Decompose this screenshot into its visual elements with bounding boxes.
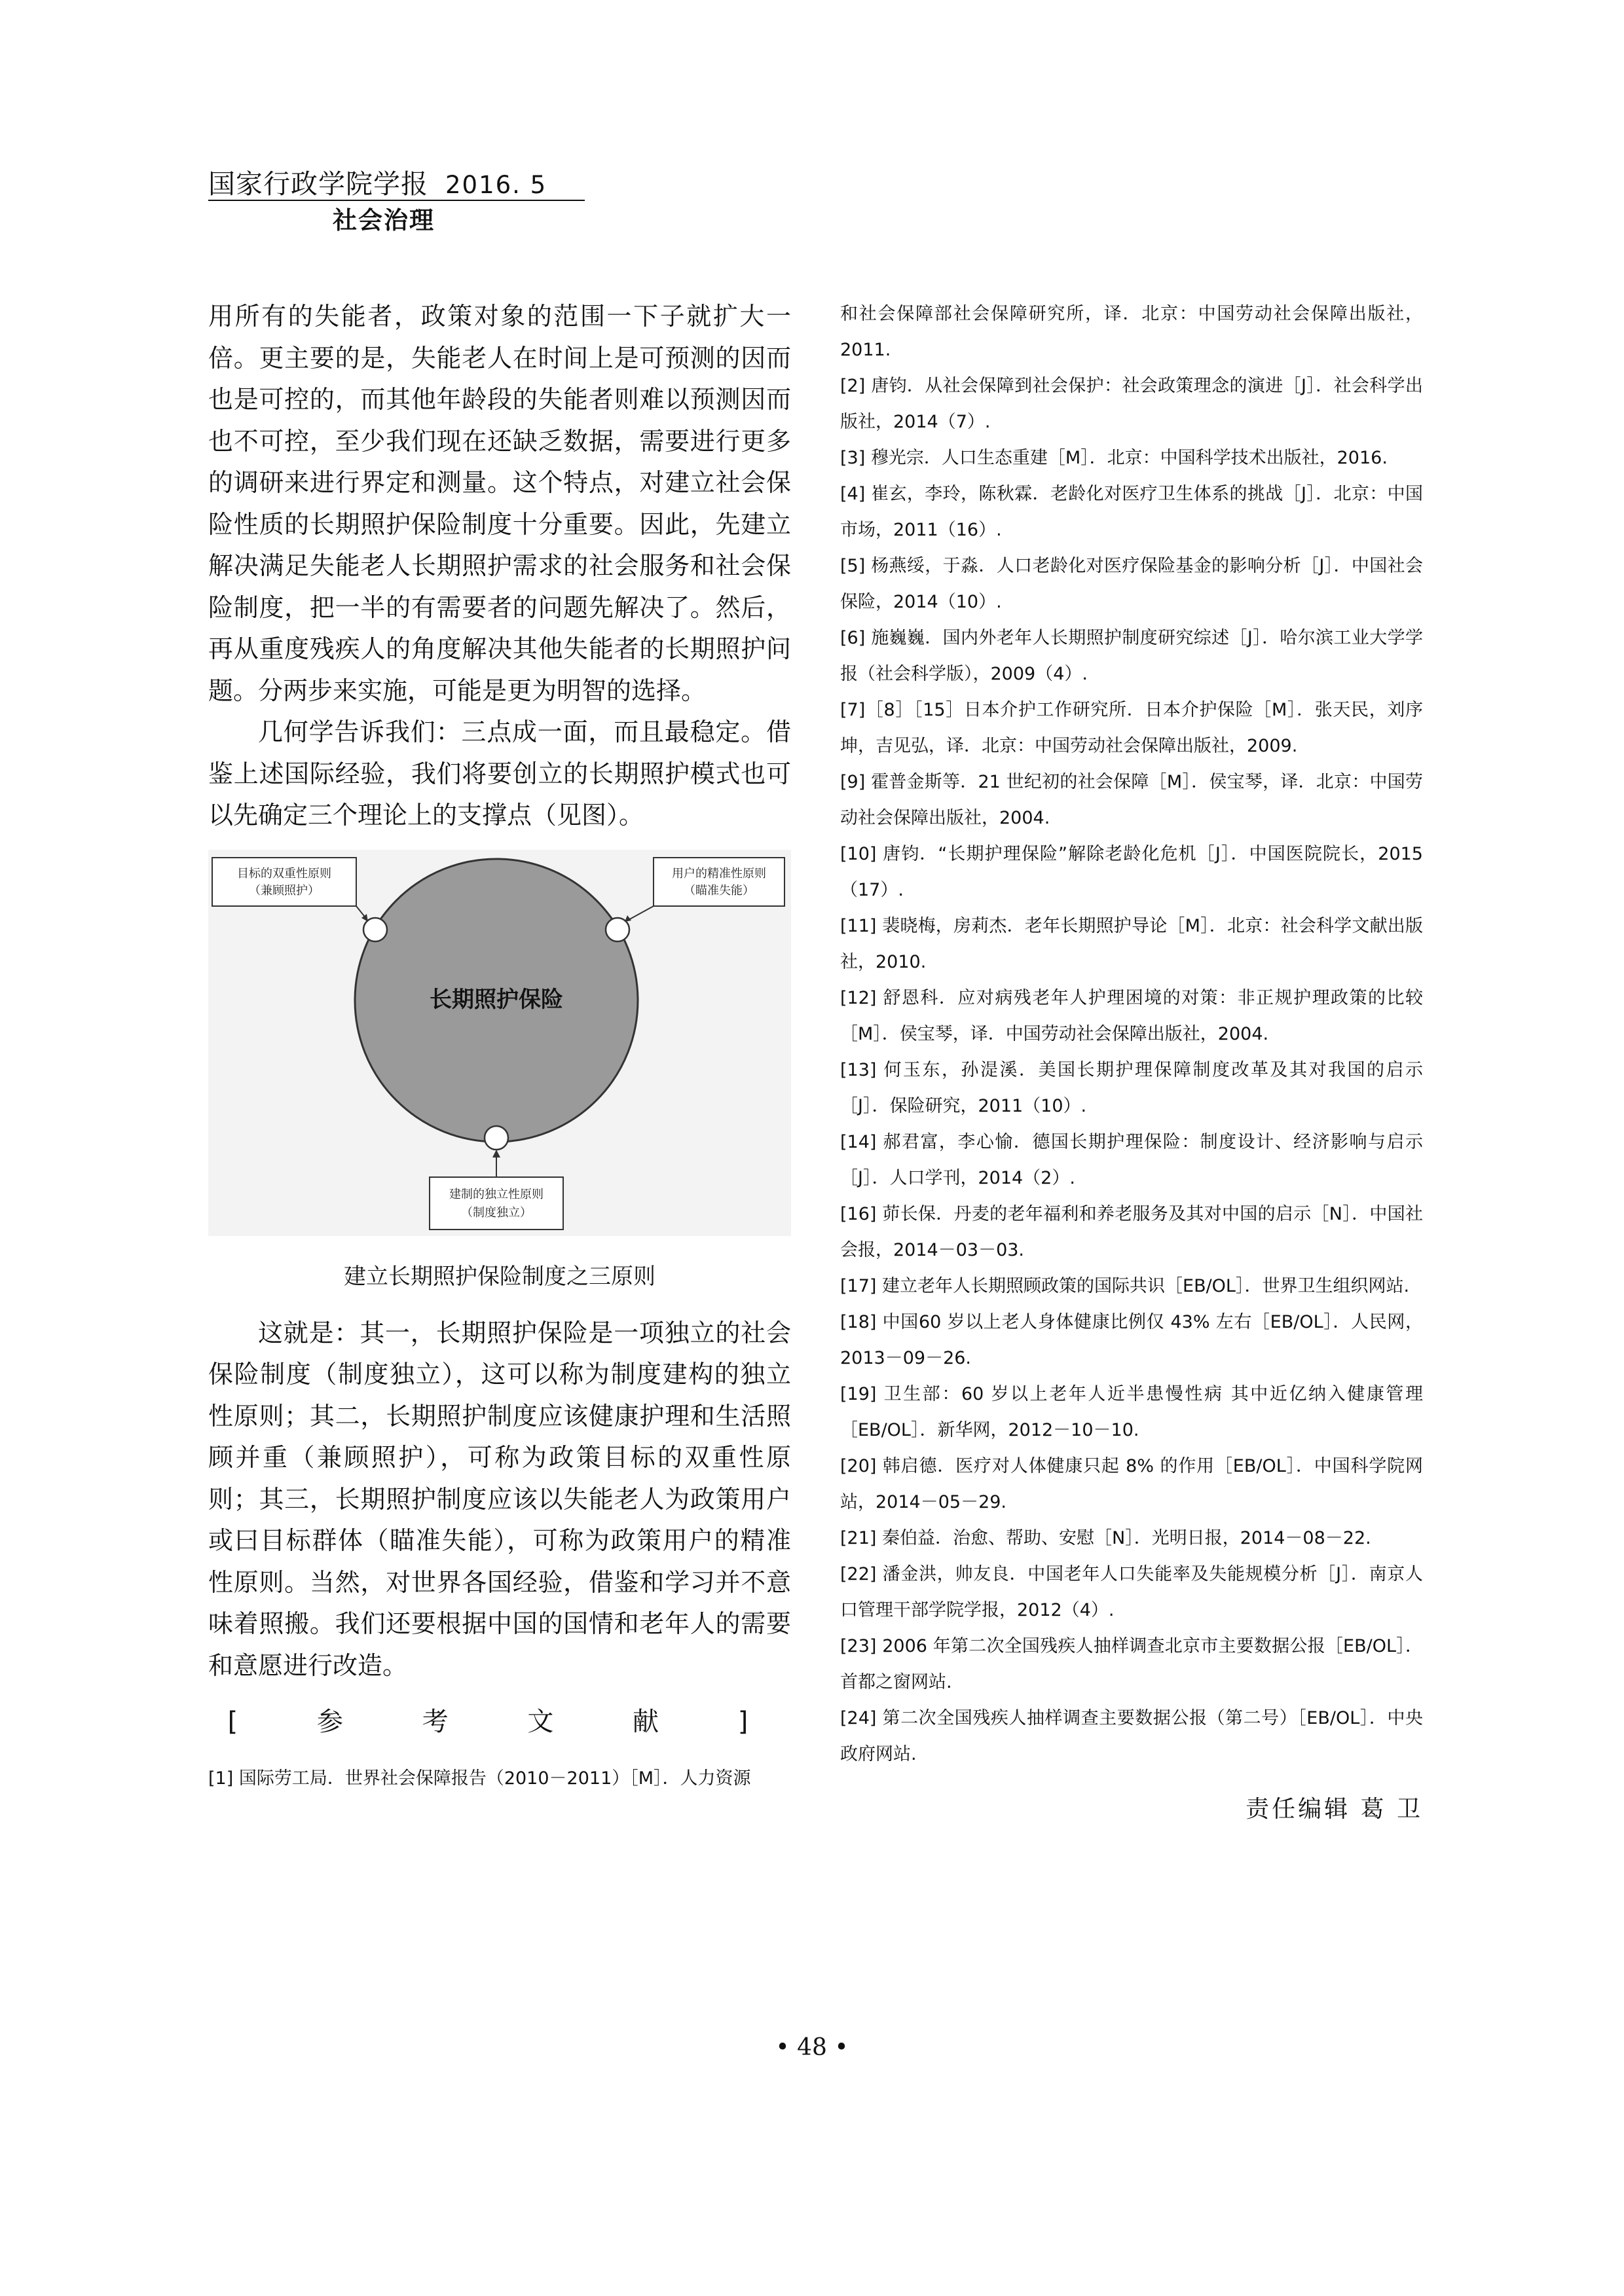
left-node [363,918,387,941]
reference-item: [14] 郝君富，李心愉．德国长期护理保险：制度设计、经济影响与启示［J］．人口学刊，2014（2）. [840,1132,1423,1188]
body-paragraph: 几何学告诉我们：三点成一面，而且最稳定。借鉴上述国际经验，我们将要创立的长期照护模式也可以先确定三个理论上的支撑点（见图）。 [208,718,791,829]
right-box-line2: （瞄准失能） [684,883,754,898]
principles-figure [208,850,791,1236]
bottom-node [485,1126,508,1150]
reference-item: [24] 第二次全国残疾人抽样调查主要数据公报（第二号）［EB/OL］．中央政府网站. [840,1708,1423,1764]
right-column [840,296,1423,1824]
figure-caption: 建立长期照护保险制度之三原则 [344,1263,655,1290]
right-connector [627,906,654,920]
reference-item: [22] 潘金洪，帅友良．中国老年人口失能率及失能规模分析［J］．南京人口管理干部学院学报，2012（4）. [840,1564,1423,1620]
reference-item: [12] 舒恩科．应对病残老年人护理困境的对策：非正规护理政策的比较［M］．侯宝琴，译．中国劳动社会保障出版社，2004. [840,988,1423,1044]
right-box-line1: 用户的精准性原则 [672,866,766,881]
bottom-box-line1: 建制的独立性原则 [449,1187,544,1201]
left-principle-box [212,858,356,906]
reference-item: [10] 唐钧．“长期护理保险”解除老龄化危机［J］．中国医院院长，2015（17）. [840,844,1423,900]
reference-item: [18] 中国60 岁以上老人身体健康比例仅 43% 左右［EB/OL］．人民网，2013－09－26. [840,1312,1423,1368]
reference-item: [3] 穆光宗．人口生态重建［M］．北京：中国科学技术出版社，2016. [840,448,1388,468]
reference-item: [9] 霍普金斯等．21 世纪初的社会保障［M］．侯宝琴，译．北京：中国劳动社会保障出版社，2004. [840,772,1423,828]
bottom-arrowhead [492,1150,500,1157]
reference-item: [6] 施巍巍．国内外老年人长期照护制度研究综述［J］．哈尔滨工业大学学报（社会科学版），2009（4）. [840,628,1423,684]
body-paragraph: 这就是：其一，长期照护保险是一项独立的社会保险制度（制度独立），这可以称为制度建构的独立性原则；其二，长期照护制度应该健康护理和生活照顾并重（兼顾照护），可称为政策目标的双重性原则；其三，长期照护制度应该以失能老人为政策用户或曰目标群体（瞄准失能），可称为政策用户的精准性原则。当然，对世界各国经验，借鉴和学习并不意味着照搬。我们还要根据中国的国情和老年人的需要和意愿进行改造。 [208,1318,791,1680]
reference-item: [2] 唐钧．从社会保障到社会保护：社会政策理念的演进［J］．社会科学出版社，2014（7）. [840,376,1423,432]
journal-title: 国家行政学院学报 [208,168,428,200]
reference-item: [17] 建立老年人长期照顾政策的国际共识［EB/OL］．世界卫生组织网站. [840,1276,1410,1296]
right-principle-box [654,858,784,906]
principles-diagram [208,850,791,1236]
bottom-box-line2: （制度独立） [461,1205,532,1220]
reference-item: [16] 茆长保．丹麦的老年福利和养老服务及其对中国的启示［N］．中国社会报，2014－03－03. [840,1204,1423,1260]
responsible-editor: 责任编辑 葛 卫 [1246,1796,1423,1823]
reference-item: [19] 卫生部：60 岁以上老年人近半患慢性病 其中近亿纳入健康管理［EB/OL］．新华网，2012－10－10. [840,1384,1423,1440]
reference-item: [7]［8］［15］日本介护工作研究所．日本介护保险［M］．张天民，刘序坤，吉见弘，译．北京：中国劳动社会保障出版社，2009. [840,700,1423,756]
page-number: • 48 • [775,2034,849,2061]
left-arrowhead [361,914,368,922]
left-box-line1: 目标的双重性原则 [237,866,331,881]
reference-item: [13] 何玉东，孙湜溪．美国长期护理保障制度改革及其对我国的启示［J］．保险研究，2011（10）. [840,1060,1423,1116]
reference-item: [21] 秦伯益．治愈、帮助、安慰［N］．光明日报，2014－08－22. [840,1528,1371,1548]
left-column [208,296,791,1796]
reference-item: [23] 2006 年第二次全国残疾人抽样调查北京市主要数据公报［EB/OL］．首都之窗网站. [840,1636,1423,1692]
center-label: 长期照护保险 [430,986,563,1013]
reference-item: [11] 裴晓梅，房莉杰．老年长期照护导论［M］．北京：社会科学文献出版社，2010. [840,916,1423,972]
section-name: 社会治理 [333,206,435,234]
body-paragraph: 用所有的失能者，政策对象的范围一下子就扩大一倍。更主要的是，失能老人在时间上是可预测的因而也是可控的，而其他年龄段的失能者则难以预测因而也不可控，至少我们现在还缺乏数据，需要进行更多的调研来进行界定和测量。这个特点，对建立社会保险性质的长期照护保险制度十分重要。因此，先建立解决满足失能老人长期照护需求的社会服务和社会保险制度，把一半的有需要者的问题先解决了。然后，再从重度残疾人的角度解决其他失能者的长期照护问题。分两步来实施，可能是更为明智的选择。 [208,302,791,705]
left-box-line2: （兼顾照护） [249,883,320,898]
reference-item: [5] 杨燕绥，于淼．人口老龄化对医疗保险基金的影响分析［J］．中国社会保险，2014（10）. [840,556,1423,612]
reference-item: [1] 国际劳工局．世界社会保障报告（2010－2011）［M］．人力资源 [208,1768,751,1789]
journal-issue: 2016. 5 [445,171,547,199]
bottom-principle-box [430,1177,563,1230]
reference-item: 和社会保障部社会保障研究所，译．北京：中国劳动社会保障出版社，2011. [840,304,1423,360]
reference-item: [4] 崔玄，李玲，陈秋霖．老龄化对医疗卫生体系的挑战［J］．北京：中国市场，2011（16）. [840,484,1423,540]
reference-item: [20] 韩启德．医疗对人体健康只起 8% 的作用［EB/OL］．中国科学院网站，2014－05－29. [840,1456,1423,1512]
running-header [208,162,585,234]
references-heading: [ 参 考 文 献 ] [227,1707,772,1737]
